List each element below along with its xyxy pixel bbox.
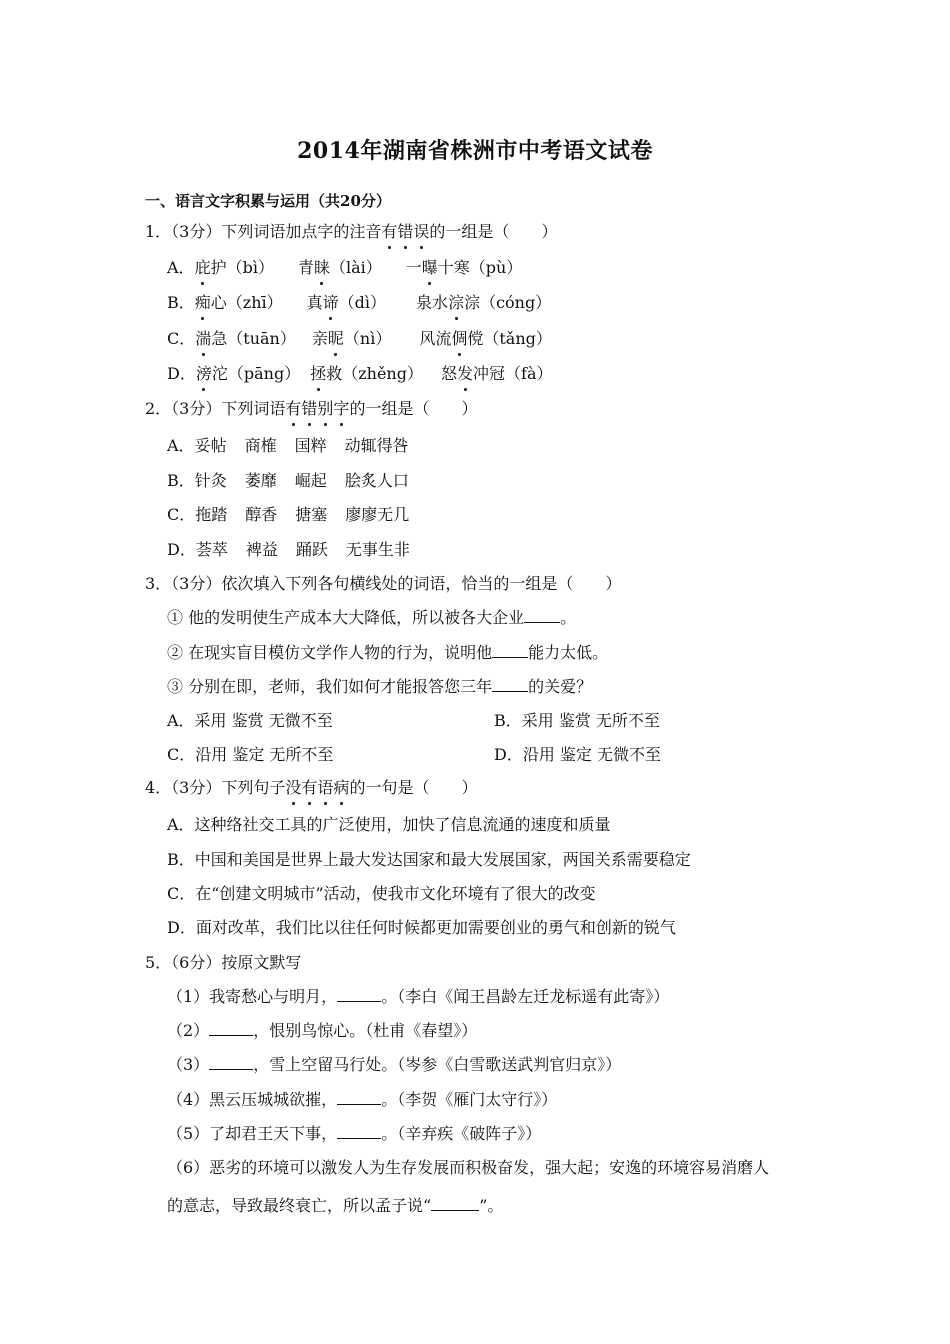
question-5-line-7: 的意志，导致最终衰亡，所以孟子说“ ”。 xyxy=(167,1196,504,1215)
question-2-option-c: C．拖踏 醇香 搪塞 廖廖无几 xyxy=(167,505,410,524)
question-5-line-6: （6）恶劣的环境可以激发人为生存发展而积极奋发，强大起；安逸的环境容易消磨人 xyxy=(167,1158,770,1177)
page-title: 2014年湖南省株洲市中考语文试卷 xyxy=(297,138,653,164)
question-2-option-b: B．针灸 萎靡 崛起 脍炙人口 xyxy=(167,471,409,490)
question-5-line-4: （4）黑云压城城欲摧， 。（李贺《雁门太守行》） xyxy=(167,1090,558,1109)
question-5-line-3: （3） ，雪上空留马行处。（岑参《白雪歌送武判官归京》） xyxy=(167,1055,622,1074)
question-4-option-a: A．这种络社交工具的广泛使用，加快了信息流通的速度和质量 xyxy=(167,815,611,834)
question-2-option-d: D．荟萃 裨益 踊跃 无事生非 xyxy=(167,540,410,559)
question-4-option-b: B．中国和美国是世界上最大发达国家和最大发展国家，两国关系需要稳定 xyxy=(167,850,691,869)
question-3-option-a: A．采用 鉴赏 无微不至 xyxy=(167,711,333,730)
question-5-stem: 5．（6分）按原文默写 xyxy=(145,953,302,972)
question-3-sentence-3: ③ 分别在即，老师，我们如何才能报答您三年 的关爱？ xyxy=(167,677,593,696)
question-1-option-c: C．湍急（tuān） 亲昵（nì） 风流倜傥（tǎng） xyxy=(167,329,552,348)
question-5-line-5: （5）了却君王天下事， 。（辛弃疾《破阵子》） xyxy=(167,1124,542,1143)
question-3-stem: 3．（3分）依次填入下列各句横线处的词语，恰当的一组是（ ） xyxy=(145,574,622,593)
question-1-option-b: B．痴心（zhī） 真谛（dì） 泉水淙淙（cóng） xyxy=(167,293,552,312)
question-1-stem: 1．（3分）下列词语加点字的注音有错误的一组是（ ） xyxy=(145,222,558,241)
question-4-stem: 4．（3分）下列句子没有语病的一句是（ ） xyxy=(145,778,478,797)
question-4-option-d: D．面对改革，我们比以往任何时候都更加需要创业的勇气和创新的锐气 xyxy=(167,918,676,937)
question-5-line-2: （2） ，恨别鸟惊心。（杜甫《春望》） xyxy=(167,1021,478,1040)
question-4-option-c: C．在“创建文明城市”活动，使我市文化环境有了很大的改变 xyxy=(167,884,596,903)
question-3-option-c: C．沿用 鉴定 无所不至 xyxy=(167,745,334,764)
section-heading: 一、语言文字积累与运用（共20分） xyxy=(145,192,391,210)
question-1-option-d: D．滂沱（pāng） 拯救（zhěng） 怒发冲冠（fà） xyxy=(167,364,553,383)
question-3-sentence-2: ② 在现实盲目模仿文学作人物的行为，说明他 能力太低。 xyxy=(167,643,609,662)
question-3-option-d: D．沿用 鉴定 无微不至 xyxy=(494,745,662,764)
question-2-stem: 2．（3分）下列词语有错别字的一组是（ ） xyxy=(145,399,478,418)
question-3-sentence-1: ① 他的发明使生产成本大大降低，所以被各大企业 。 xyxy=(167,608,577,627)
question-2-option-a: A．妥帖 商榷 国粹 动辄得咎 xyxy=(167,436,409,455)
question-3-option-b: B．采用 鉴赏 无所不至 xyxy=(494,711,660,730)
question-1-option-a: A．庇护（bì） 青睐（lài） 一曝十寒（pù） xyxy=(167,258,523,277)
question-5-line-1: （1）我寄愁心与明月， 。（李白《闻王昌龄左迁龙标遥有此寄》） xyxy=(167,987,670,1006)
